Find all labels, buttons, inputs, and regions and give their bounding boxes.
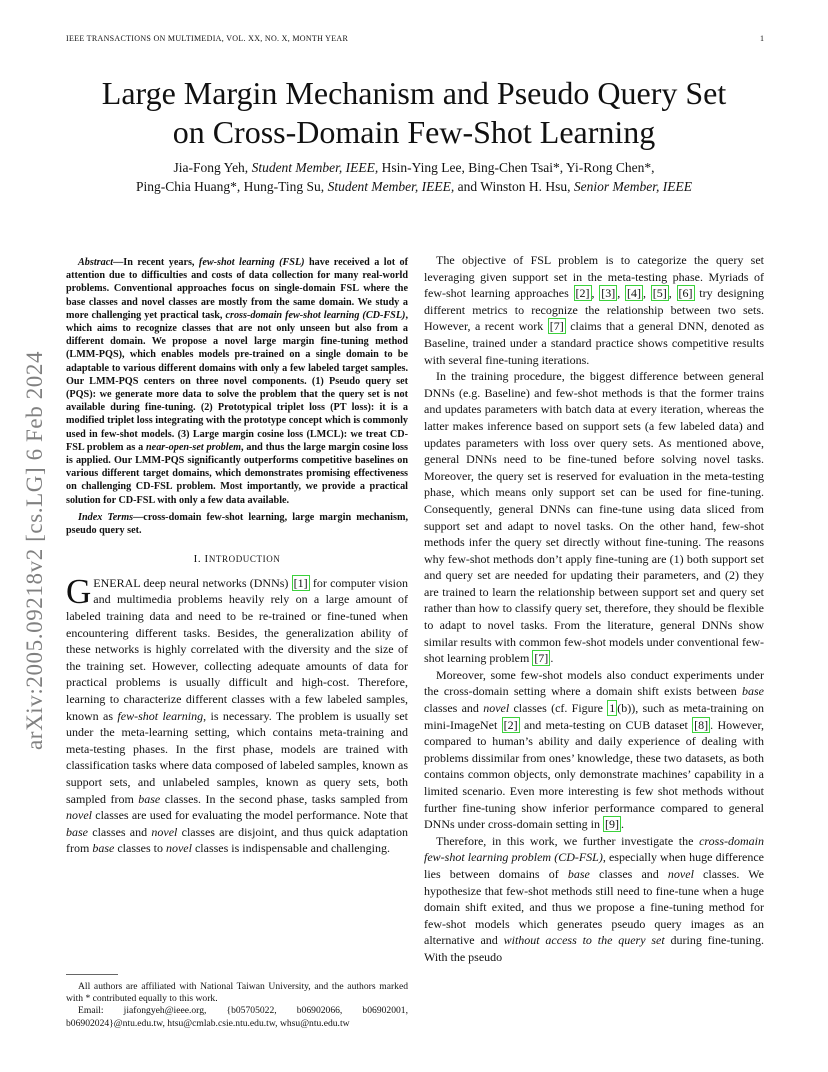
title-line-1: Large Margin Mechanism and Pseudo Query Set	[101, 75, 727, 111]
running-header: IEEE TRANSACTIONS ON MULTIMEDIA, VOL. XX, NO. X, MONTH YEAR	[66, 34, 349, 43]
abstract-emph: near-open-set problem	[146, 441, 242, 453]
body-text: (b)), such as meta-training on mini-ImageNet	[424, 701, 764, 732]
author-role: Senior Member, IEEE	[573, 179, 692, 194]
body-text: In the training procedure, the biggest difference between general DNNs (e.g. Baseline) and few-shot methods is that the former trains and updates parameters with batch data at every iteration, whereas the latter makes inference based on support sets (a few labeled data) and updates parameters with loss over query sets. As mentioned above, general DNNs need to be fine-tuned before solving novel tasks. Moreover, the query set is reserved for evaluation in the meta-testing phase, which means only support set can be used for fine-tuning. Consequently, general DNNs can fine-tune using data sliced from support set and adapt to novel tasks. On the other hand, few-shot methods infer the query set directly without fine-tuning. The reasons why few-shot methods don’t apply fine-tuning are (1) both support set and query set are needed for updating their parameters, and (2) they are trained to learn the relationship between support set and query set rather than how to classify query set, therefore, they should be flexible to adapt to novel tasks. From the literature, general DNNs show similar results with common few-shot models under conventional few-shot learning problem	[424, 369, 764, 666]
citation-link[interactable]: [2]	[575, 286, 590, 301]
citation-link[interactable]: [9]	[604, 817, 619, 832]
emph-text: base	[92, 841, 115, 856]
emph-text: novel	[667, 866, 694, 881]
body-text: classes. In the second phase, tasks sampled from	[160, 791, 408, 806]
body-paragraph	[424, 833, 764, 966]
footnote	[66, 964, 408, 1030]
left-column	[66, 256, 408, 857]
citation-link[interactable]: [7]	[549, 319, 564, 334]
footnote-rule	[66, 974, 118, 975]
abstract-text: , and thus the large margin cosine loss is applied. Our LMM-PQS significantly outperforms competitive baselines on various different target domains, which demonstrates promising effectiveness on challenging CD-FSL problem. Most importantly, we provide a practical solution for CD-FSL with only a few data available.	[66, 441, 408, 506]
citation-link[interactable]: [5]	[652, 286, 667, 301]
body-text: .	[620, 817, 624, 832]
right-column	[424, 252, 764, 966]
body-paragraph	[424, 368, 764, 667]
abstract-emph: cross-domain few-shot learning (CD-FSL)	[225, 309, 406, 321]
arxiv-stamp: arXiv:2005.09218v2 [cs.LG] 6 Feb 2024	[22, 350, 47, 750]
abstract	[66, 256, 408, 507]
figure-link[interactable]: 1	[609, 701, 616, 716]
emph-text: base	[742, 684, 764, 699]
abstract-text: , which aims to recognize classes that are not only unseen but also from a different domain. We propose a novel large margin fine-tuning method (LMM-PQS), which enables models pre-trained on a single domain to be adaptable to various different domains with only a few labeled target samples. Our LMM-PQS centers on three novel components. (1) Pseudo query set (PQS): we generate more data to solve the problem that the query set is not available during fine-tuning. (2) Prototypical triplet loss (PT loss): it is a modified triplet loss integrating with the prototype concept which is commonly used in few-shot models. (3) Large margin cosine loss (LMCL): we treat CD-FSL problem as a	[66, 309, 408, 453]
body-text: classes (cf. Figure	[509, 701, 608, 716]
citation-link[interactable]: [8]	[694, 717, 709, 732]
body-text: for computer vision and multimedia problems heavily rely on a large amount of labeled training data and need to be re-trained or fine-tuned when encountering different tasks. Besides, the generalization ability of these networks is highly correlated with the diversity and the size of the training set. However, collecting adequate amounts of data for practical problems is usually difficult and high-cost. Therefore, learning to characterize different classes with a few labeled samples, known as	[66, 575, 408, 723]
body-text: .	[550, 651, 554, 666]
body-text: , especially when huge difference lies between domains of	[424, 850, 764, 881]
body-text: classes and	[424, 701, 484, 716]
body-text: classes. We hypothesize that few-shot methods still need to fine-tune when a huge domain shift exited, and thus we propose a fine-tuning method for few-shot models which generates pseudo query images as an alternative and	[424, 866, 764, 948]
intro-paragraph	[66, 571, 408, 857]
section-title-initial: I	[204, 553, 209, 566]
abstract-label: Abstract	[78, 257, 114, 268]
citation-link[interactable]: [2]	[503, 717, 518, 732]
body-text: . However, compared to human’s ability and daily experience of dealing with problems dissimilar from ones’ knowledge, these two datasets, as both contains common objects, only demonstrate machines’ capability in a limited scenario. Even more interesting is few shot methods without further fine-tuning show inferior performance compared to general DNNs under cross-domain setting in	[424, 717, 764, 832]
body-text: Moreover, some few-shot models also conduct experiments under the cross-domain setting where a domain shift exists between	[424, 667, 764, 699]
abstract-text: —In recent years,	[113, 257, 199, 268]
drop-cap: G	[66, 571, 92, 611]
emph-text: novel	[66, 808, 92, 823]
index-terms-text: —cross-domain few-shot learning, large margin mechanism, pseudo query set.	[66, 511, 408, 537]
citation-link[interactable]: [3]	[601, 286, 616, 301]
section-title-rest: NTRODUCTION	[208, 554, 281, 565]
emph-text: without access to the query set	[503, 933, 665, 948]
emph-text: few-shot learning	[117, 708, 204, 723]
body-text: try designing different metrics to recognize the relationship between two sets. However, a recent work	[424, 286, 765, 334]
section-heading	[66, 551, 408, 568]
emph-text: base	[66, 824, 88, 839]
body-text: classes are disjoint, and thus quick adaptation from	[66, 824, 408, 856]
body-text: classes and	[589, 866, 668, 881]
author-text: Ping-Chia Huang*, Hung-Ting Su,	[136, 179, 328, 194]
citation-link[interactable]: [1]	[293, 575, 308, 590]
emph-text: novel	[483, 701, 510, 716]
body-text: claims that a general DNN, denoted as Baseline, trained under a standard practice shows competitive results with several fine-tuning iterations.	[424, 319, 765, 367]
index-terms	[66, 511, 408, 537]
abstract-text: have received a lot of attention due to difficulties and costs of data collection for many real-world problems. Conventional approaches focus on single-domain FSL where the base classes and novel classes are mostly from the same domain. We study a more challenging yet practical task,	[66, 257, 408, 321]
body-text: classes is indispensable and challenging.	[191, 841, 390, 856]
emph-text: base	[138, 791, 161, 806]
page-number: 1	[760, 34, 764, 43]
footnote-affiliation: All authors are affiliated with National Taiwan University, and the authors marked with * contributed equally to this work.	[66, 981, 408, 1005]
citation-link[interactable]: [7]	[534, 651, 549, 666]
body-paragraph: The objective of FSL problem is to categorize the query set leveraging given support set in the meta-testing phase. Myriads of few-shot learning approaches [2] , [3] , [4] , [5] , [6] try designing different metrics to recognize the relationship between two sets. However, a recent work [7] claims that a general DNN, denoted as Baseline, trained under a standard practice shows competitive results with several fine-tuning iterations.	[424, 253, 765, 367]
abstract-emph: few-shot learning (FSL)	[198, 257, 305, 268]
author-list	[80, 158, 748, 196]
body-text: classes are used for evaluating the model performance. Note that	[92, 808, 408, 823]
title-line-2: on Cross-Domain Few-Shot Learning	[172, 114, 656, 150]
citation-link[interactable]: [4]	[627, 286, 642, 301]
body-text: ENERAL deep neural networks (DNNs)	[93, 575, 292, 590]
paper-title	[60, 74, 768, 152]
section-numeral: I.	[193, 553, 205, 566]
emph-text: base	[567, 866, 590, 881]
emph-text: novel	[165, 841, 192, 856]
body-text: classes to	[114, 841, 166, 856]
body-text: , is necessary. The problem is usually set under the meta-learning setting, which contains meta-training and meta-testing phases. In the first phase, models are trained with classification tasks where data composed of labeled samples, known as support sets, and unlabeled samples, known as query sets, both sampled from	[66, 708, 408, 806]
author-role: Student Member, IEEE,	[251, 160, 379, 175]
body-paragraph	[424, 667, 764, 833]
emph-text: novel	[151, 824, 178, 839]
index-terms-label: Index Terms	[78, 511, 134, 523]
author-text: Hsin-Ying Lee, Bing-Chen Tsai*, Yi-Rong Chen*,	[378, 160, 655, 175]
body-text: during fine-tuning. With the pseudo	[424, 933, 764, 964]
emph-text: cross-domain few-shot learning problem (CD-FSL)	[424, 833, 764, 865]
author-text: and Winston H. Hsu,	[454, 179, 574, 194]
body-text: and meta-testing on CUB dataset	[519, 717, 693, 732]
body-text: Therefore, in this work, we further investigate the	[436, 833, 700, 848]
author-role: Student Member, IEEE,	[327, 179, 455, 194]
body-text: The objective of FSL problem is to categorize the query set leveraging given support set in the meta-testing phase. Myriads of few-shot learning approaches	[424, 253, 764, 301]
footnote-email: Email: jiafongyeh@ieee.org, {b05705022, b06902066, b06902001, b06902024}@ntu.edu.tw, htsu@cmlab.csie.ntu.edu.tw, whsu@ntu.edu.tw	[66, 1005, 408, 1029]
author-text: Jia-Fong Yeh,	[173, 160, 252, 175]
citation-link[interactable]: [6]	[678, 286, 693, 301]
body-text: classes and	[88, 824, 152, 839]
